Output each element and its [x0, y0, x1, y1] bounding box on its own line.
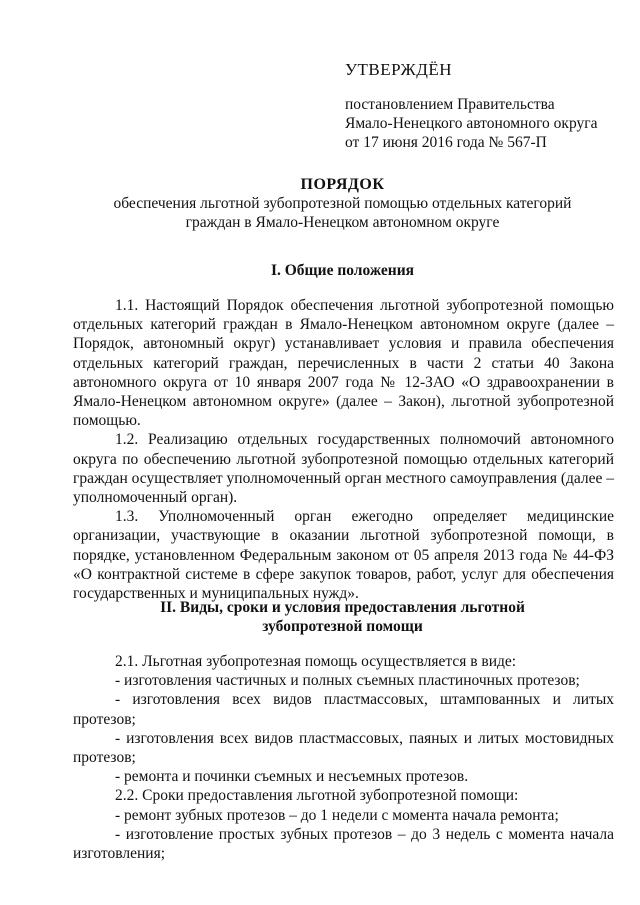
approval-stamp: [345, 60, 615, 152]
section-heading-line: зубопротезной помощи: [262, 618, 423, 635]
paragraph: 2.1. Льготная зубопротезная помощь осуществляется в виде:: [115, 653, 517, 670]
document-subtitle-line: граждан в Ямало-Ненецком автономном округе: [185, 214, 500, 231]
list-item: - ремонта и починки съемных и несъемных протезов.: [115, 768, 469, 786]
section-2-body: [73, 652, 614, 863]
paragraph: 1.3. Уполномоченный орган ежегодно определяет медицинские организации, участвующие в оказании льготной зубопротезной помощи, в порядке, установленном Федеральным законом от 05 апреля 2013 года № 44-ФЗ «О контрактной системе в сфере закупок товаров, работ, услуг для обеспечения государственных и муниципальных нужд».: [73, 508, 614, 603]
list-item: - изготовления частичных и полных съемных пластиночных протезов;: [115, 672, 580, 690]
approval-line: от 17 июня 2016 года № 567-П: [345, 134, 547, 151]
section-heading-1: I. Общие положения: [270, 262, 415, 279]
section-heading-2: [70, 598, 615, 636]
list-item: - изготовление простых зубных протезов – до 3 недель с момента начала изготовления;: [73, 825, 614, 863]
approval-line: постановлением Правительства: [345, 96, 555, 113]
list-item: - изготовления всех видов пластмассовых, штампованных и литых протезов;: [73, 691, 614, 728]
document-title: ПОРЯДОК: [300, 176, 385, 193]
section-heading-line: II. Виды, сроки и условия предоставления льготной: [160, 599, 525, 616]
approval-line: Ямало-Ненецкого автономного округа: [345, 115, 598, 132]
approval-heading: УТВЕРЖДЁН: [345, 60, 452, 79]
list-item: - ремонт зубных протезов – до 1 недели с момента начала ремонта;: [115, 806, 559, 824]
paragraph: 2.2. Сроки предоставления льготной зубопротезной помощи:: [115, 787, 519, 805]
section-1-body: [73, 296, 614, 603]
list-item: - изготовления всех видов пластмассовых, паяных и литых мостовидных протезов;: [73, 729, 614, 767]
document-subtitle-line: обеспечения льготной зубопротезной помощью отдельных категорий: [113, 195, 572, 212]
document-title-block: [70, 175, 615, 232]
paragraph: 1.1. Настоящий Порядок обеспечения льготной зубопротезной помощью отдельных категорий граждан в Ямало-Ненецком автономном округе (далее – Порядок, автономный округ) устанавливает условия и правила обеспечения отдельных категорий граждан, перечисленных в части 2 статьи 40 Закона автономного округа от 10 января 2007 года № 12-ЗАО «О здравоохранении в Ямало-Ненецком автономном округе» (далее – Закон), льготной зубопротезной помощью.: [73, 297, 614, 430]
paragraph: 1.2. Реализацию отдельных государственных полномочий автономного округа по обеспечению льготной зубопротезной помощью отдельных категорий граждан осуществляет уполномоченный орган местного самоуправления (далее – уполномоченный орган).: [73, 431, 615, 507]
